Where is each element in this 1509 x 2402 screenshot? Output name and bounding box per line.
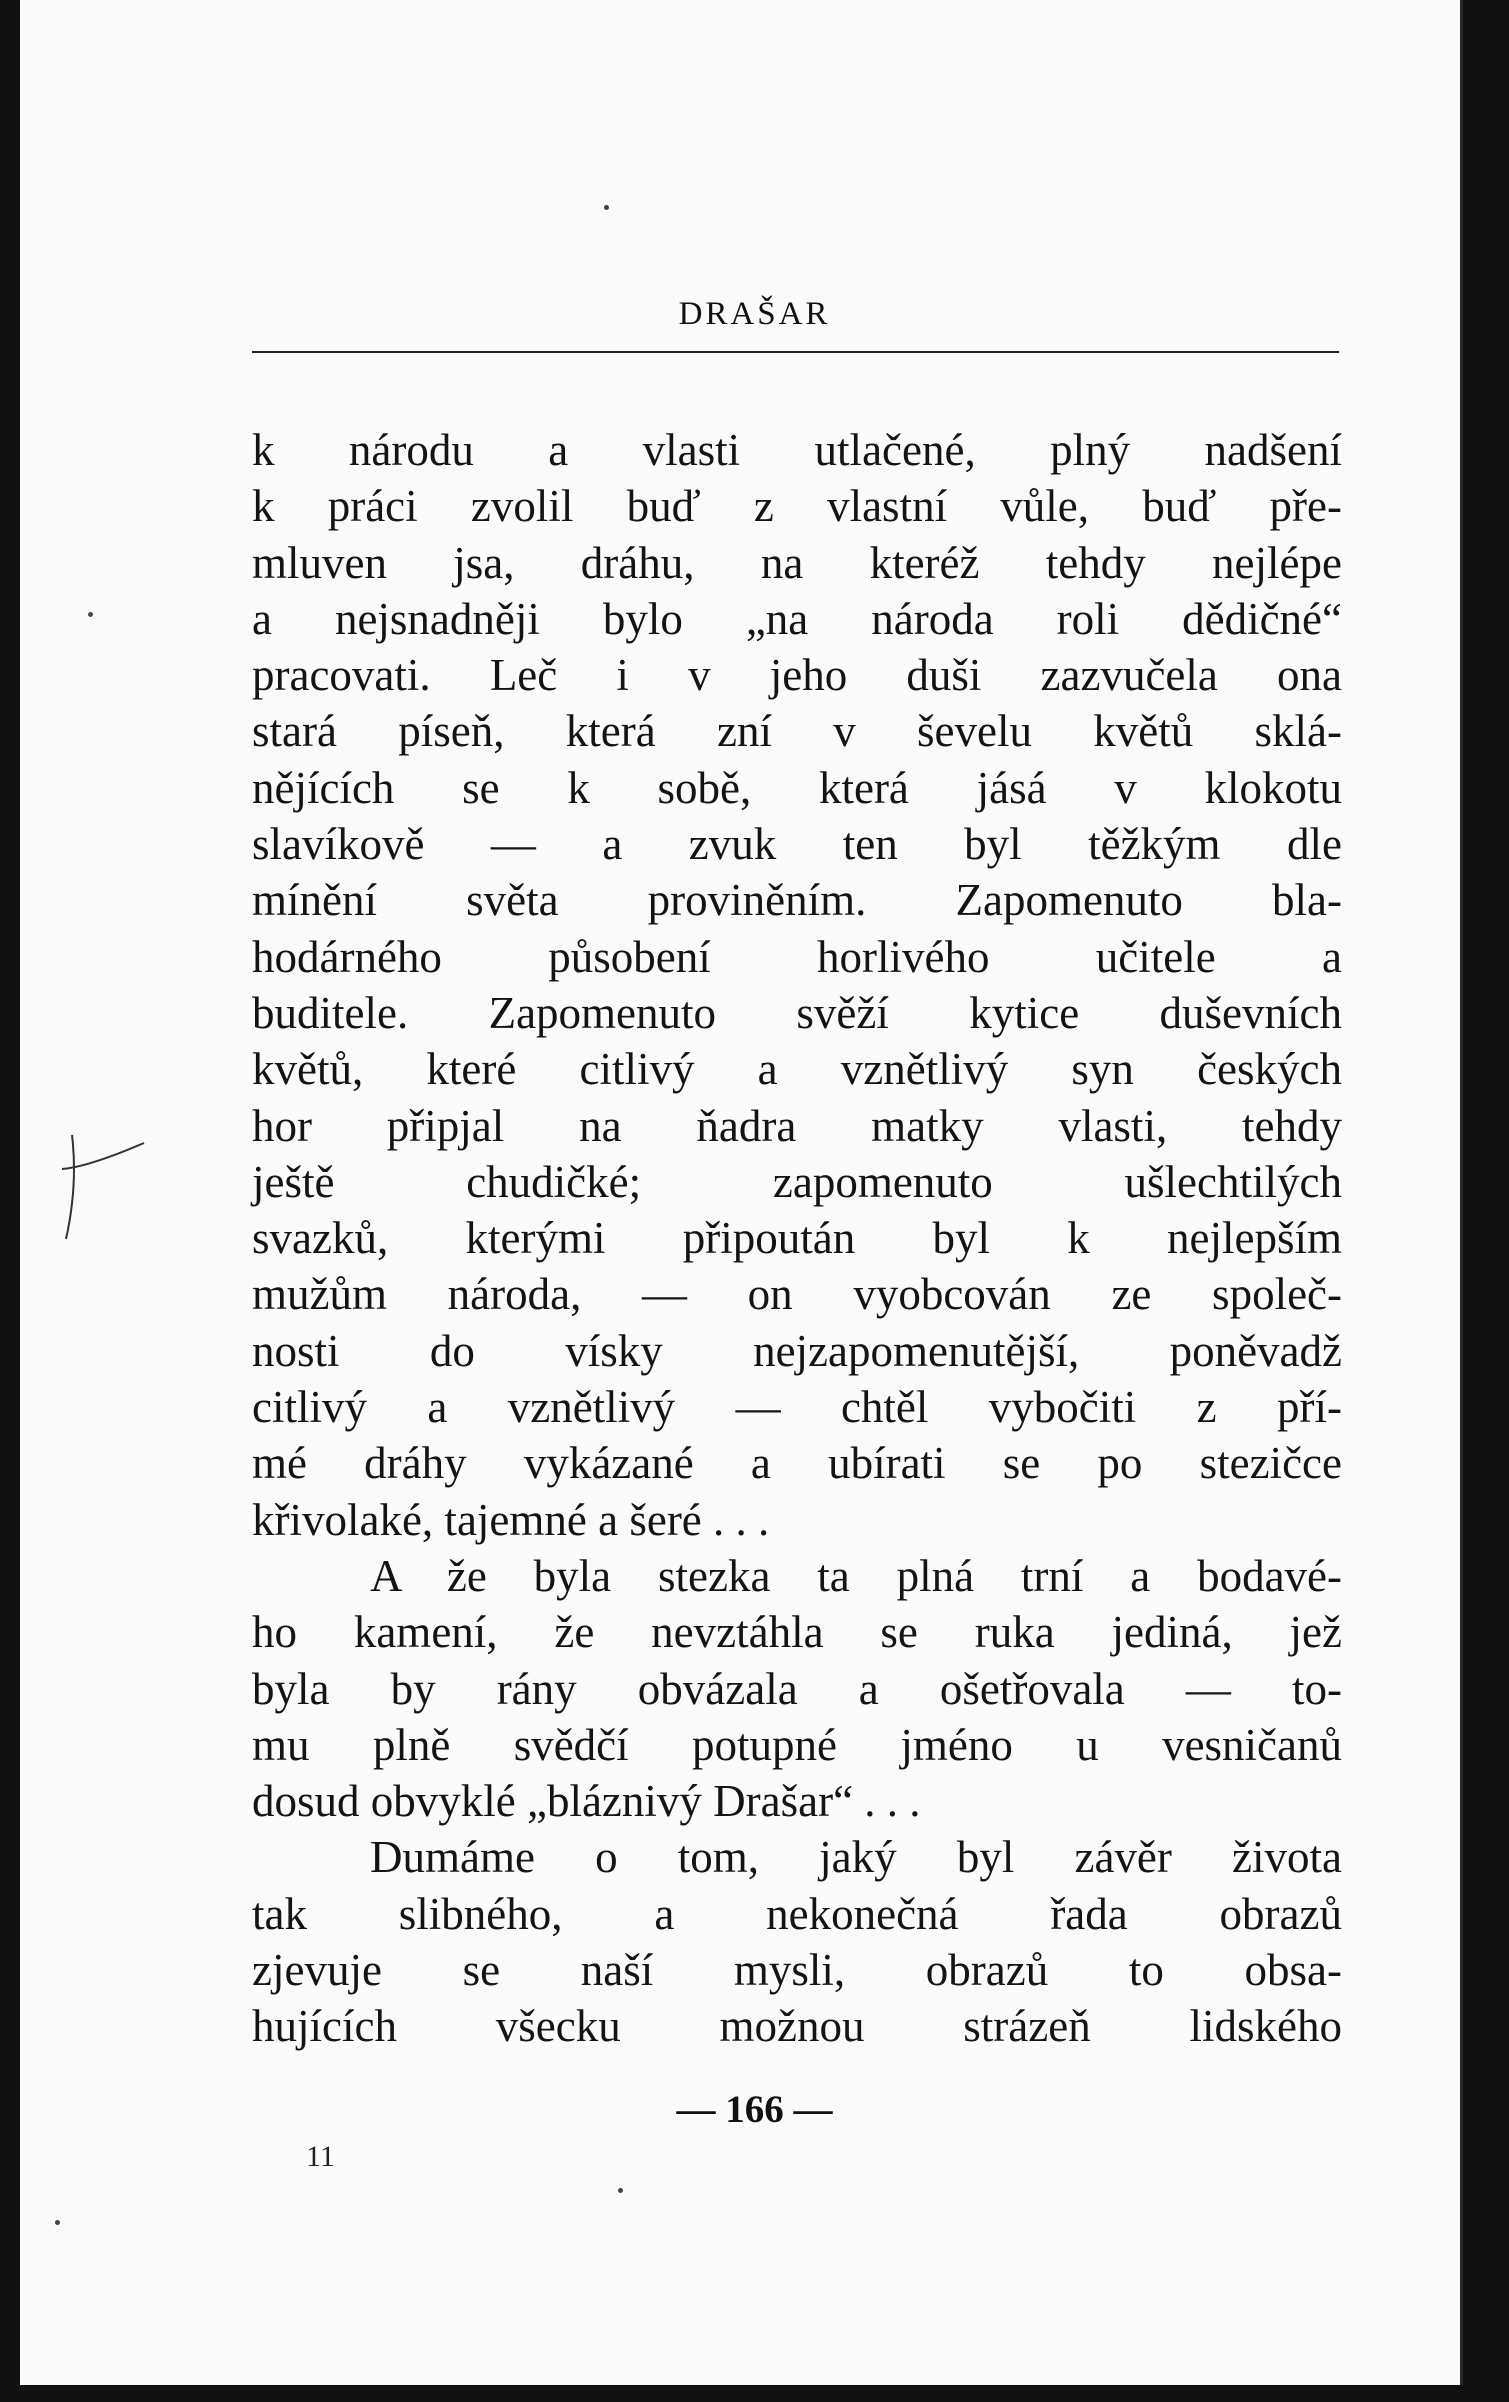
text-line: buditele. Zapomenuto svěží kytice duševních: [252, 987, 1342, 1038]
text-line: ho kamení, že nevztáhla se ruka jediná, jež: [252, 1607, 1342, 1658]
text-line: mužům národa, — on vyobcován ze společ-: [252, 1269, 1342, 1320]
running-head: DRAŠAR: [678, 296, 831, 332]
page-number: — 166 —: [676, 2088, 833, 2131]
text-line: zjevuje se naší mysli, obrazů to obsa-: [252, 1945, 1342, 1996]
header-rule: [252, 351, 1339, 353]
dust-speck: [618, 2188, 623, 2193]
text-line: květů, které citlivý a vznětlivý syn českých: [252, 1044, 1342, 1095]
text-line: stará píseň, která zní v ševelu květů sklá-: [252, 706, 1342, 757]
text-line: mé dráhy vykázané a ubírati se po stezičce: [252, 1438, 1342, 1489]
text-line: mluven jsa, dráhu, na kteréž tehdy nejlépe: [252, 537, 1342, 588]
text-line: citlivý a vznětlivý — chtěl vybočiti z pří-: [252, 1382, 1342, 1433]
text-line: hujících všecku možnou strázeň lidského: [252, 2001, 1342, 2052]
text-line: k práci zvolil buď z vlastní vůle, buď pře-: [252, 481, 1342, 532]
signature-mark: 11: [306, 2140, 335, 2173]
pencil-mark-icon: [58, 1125, 148, 1245]
text-line: pracovati. Leč i v jeho duši zazvučela ona: [252, 650, 1342, 701]
text-line: nosti do vísky nejzapomenutější, poněvadž: [252, 1325, 1342, 1376]
text-line: hodárného působení horlivého učitele a: [252, 931, 1342, 982]
paragraph-end-line: křivolaké, tajemné a šeré . . .: [252, 1494, 770, 1545]
text-line: hor připjal na ňadra matky vlasti, tehdy: [252, 1100, 1342, 1151]
dust-speck: [88, 612, 93, 617]
paragraph-start-line: Dumáme o tom, jaký byl závěr života: [370, 1832, 1342, 1883]
text-line: nějících se k sobě, která jásá v klokotu: [252, 762, 1342, 813]
text-line: ještě chudičké; zapomenuto ušlechtilých: [252, 1156, 1342, 1207]
text-line: slavíkově — a zvuk ten byl těžkým dle: [252, 819, 1342, 870]
text-line: mínění světa proviněním. Zapomenuto bla-: [252, 875, 1342, 926]
dust-speck: [55, 2220, 60, 2225]
body-text: [252, 422, 1342, 2055]
dust-speck: [604, 205, 609, 210]
text-line: k národu a vlasti utlačené, plný nadšení: [252, 425, 1342, 475]
text-line: mu plně svědčí potupné jméno u vesničanů: [252, 1719, 1342, 1770]
text-line: a nejsnadněji bylo „na národa roli dědičné“: [252, 593, 1342, 644]
paragraph-end-line: dosud obvyklé „bláznivý Drašar“ . . .: [252, 1776, 921, 1827]
text-line: svazků, kterými připoután byl k nejlepším: [252, 1213, 1342, 1264]
text-line: tak slibného, a nekonečná řada obrazů: [252, 1888, 1342, 1939]
text-line: byla by rány obvázala a ošetřovala — to-: [252, 1663, 1342, 1714]
paragraph-start-line: A že byla stezka ta plná trní a bodavé-: [370, 1550, 1342, 1601]
